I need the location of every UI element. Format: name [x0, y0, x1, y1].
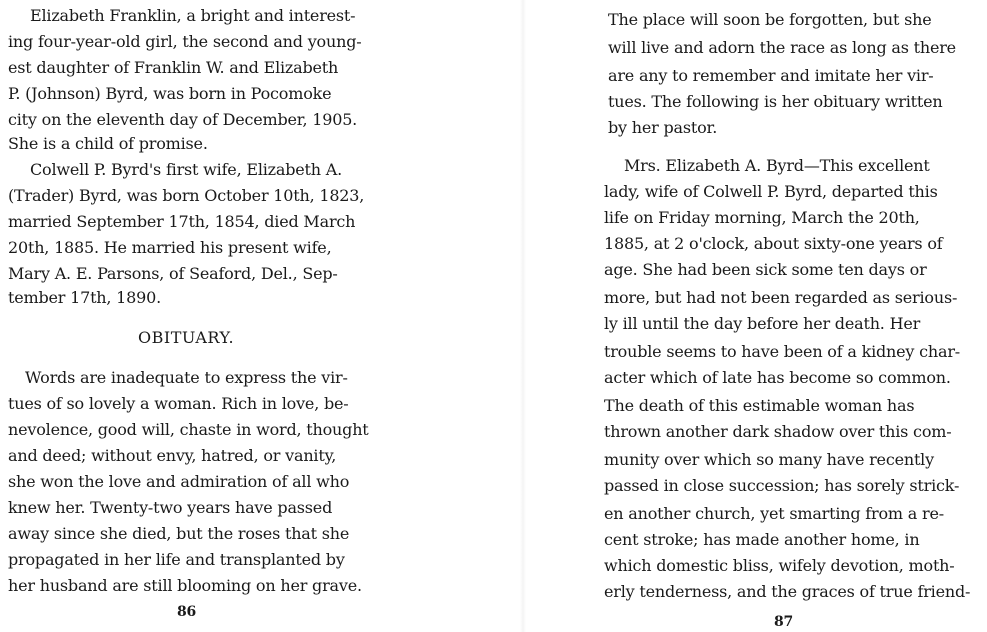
text-line: life on Friday morning, March the 20th,: [604, 208, 920, 227]
text-line: her husband are still blooming on her grave.: [8, 576, 362, 595]
text-line: away since she died, but the roses that she: [8, 524, 350, 543]
text-line: tues. The following is her obituary written: [608, 92, 943, 111]
text-line: are any to remember and imitate her vir-: [608, 66, 934, 85]
text-line: will live and adorn the race as long as there: [608, 38, 956, 57]
text-line: (Trader) Byrd, was born October 10th, 1823,: [8, 186, 365, 205]
text-line: tues of so lovely a woman. Rich in love, be-: [8, 394, 349, 413]
text-line: Elizabeth Franklin, a bright and interest-: [30, 6, 356, 25]
page-number: 86: [177, 604, 197, 620]
text-line: The death of this estimable woman has: [604, 396, 915, 415]
text-line: lady, wife of Colwell P. Byrd, departed this: [604, 182, 938, 201]
obituary-heading: OBITUARY.: [138, 328, 235, 347]
text-line: knew her. Twenty-two years have passed: [8, 498, 333, 517]
right-page: [594, 0, 987, 632]
text-line: age. She had been sick some ten days or: [604, 260, 927, 279]
text-line: married September 17th, 1854, died March: [8, 212, 356, 231]
text-line: Mrs. Elizabeth A. Byrd—This excellent: [624, 156, 930, 175]
text-line: thrown another dark shadow over this com-: [604, 422, 952, 441]
text-line: P. (Johnson) Byrd, was born in Pocomoke: [8, 84, 332, 103]
text-line: passed in close succession; has sorely strick-: [604, 476, 960, 495]
text-line: Colwell P. Byrd's first wife, Elizabeth A.: [30, 160, 342, 179]
text-line: Mary A. E. Parsons, of Seaford, Del., Sep-: [8, 264, 338, 283]
text-line: which domestic bliss, wifely devotion, moth-: [604, 556, 955, 575]
text-line: munity over which so many have recently: [604, 450, 934, 469]
text-line: propagated in her life and transplanted by: [8, 550, 345, 569]
text-line: and deed; without envy, hatred, or vanity,: [8, 446, 337, 465]
text-line: tember 17th, 1890.: [8, 288, 161, 307]
text-line: 20th, 1885. He married his present wife,: [8, 238, 332, 257]
left-page: [0, 0, 390, 632]
text-line: trouble seems to have been of a kidney char-: [604, 342, 960, 361]
text-line: nevolence, good will, chaste in word, thought: [8, 420, 369, 439]
text-line: erly tenderness, and the graces of true friend-: [604, 582, 971, 601]
text-line: 1885, at 2 o'clock, about sixty-one years of: [604, 234, 943, 253]
text-line: ly ill until the day before her death. Her: [604, 314, 921, 333]
text-line: cent stroke; has made another home, in: [604, 530, 920, 549]
text-line: more, but had not been regarded as serious-: [604, 288, 958, 307]
text-line: acter which of late has become so common.: [604, 368, 951, 387]
text-line: en another church, yet smarting from a re-: [604, 504, 944, 523]
text-line: she won the love and admiration of all who: [8, 472, 350, 491]
page-gutter: [520, 0, 526, 632]
text-line: She is a child of promise.: [8, 134, 208, 153]
text-line: ing four-year-old girl, the second and young-: [8, 32, 362, 51]
text-line: est daughter of Franklin W. and Elizabeth: [8, 58, 339, 77]
text-line: The place will soon be forgotten, but she: [608, 10, 932, 29]
text-line: Words are inadequate to express the vir-: [25, 368, 348, 387]
text-line: by her pastor.: [608, 118, 718, 137]
page-number: 87: [774, 614, 794, 630]
text-line: city on the eleventh day of December, 1905.: [8, 110, 358, 129]
